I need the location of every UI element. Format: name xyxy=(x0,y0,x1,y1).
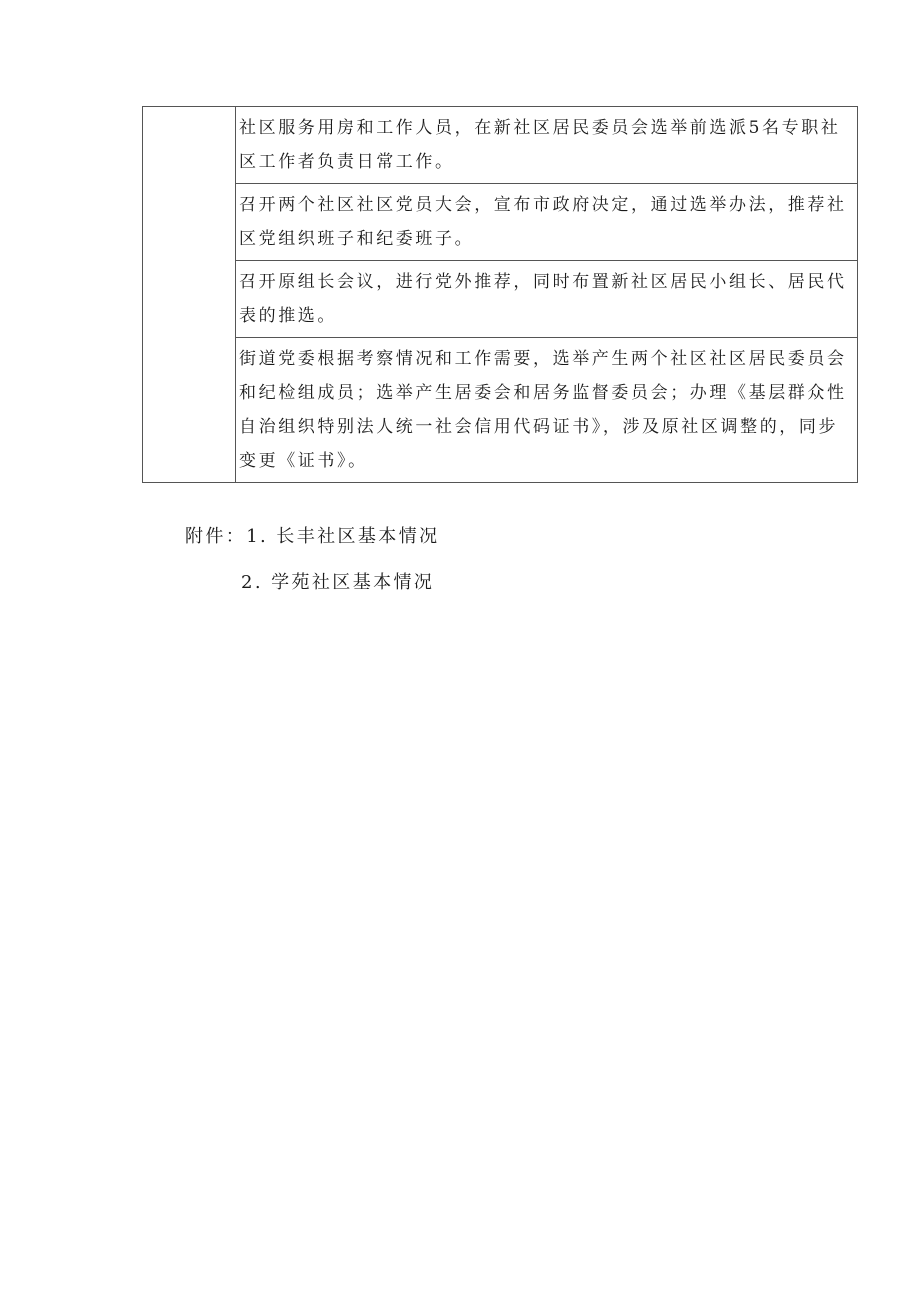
table-cell-text: 召开原组长会议，进行党外推荐，同时布置新社区居民小组长、居民代表的推选。 xyxy=(236,261,858,338)
table-left-cell xyxy=(143,107,236,483)
attachment-item: 2. 学苑社区基本情况 xyxy=(241,572,435,593)
table-row xyxy=(143,184,858,261)
attachment-line xyxy=(185,566,440,612)
attachment-item: 1. 长丰社区基本情况 xyxy=(246,526,440,547)
table-cell-text: 社区服务用房和工作人员，在新社区居民委员会选举前选派5名专职社区工作者负责日常工作。 xyxy=(236,107,858,184)
table-cell-text: 召开两个社区社区党员大会，宣布市政府决定，通过选举办法，推荐社区党组织班子和纪委班子。 xyxy=(236,184,858,261)
attachments-section xyxy=(185,520,440,612)
table-row xyxy=(143,107,858,184)
attachments-label: 附件： xyxy=(185,526,247,547)
table-row xyxy=(143,261,858,338)
table-cell-text: 街道党委根据考察情况和工作需要，选举产生两个社区社区居民委员会和纪检组成员；选举产生居委会和居务监督委员会；办理《基层群众性自治组织特别法人统一社会信用代码证书》，涉及原社区调整的，同步变更《证书》。 xyxy=(236,338,858,483)
table-row xyxy=(143,338,858,483)
document-table xyxy=(142,106,858,483)
attachment-line xyxy=(185,520,440,566)
